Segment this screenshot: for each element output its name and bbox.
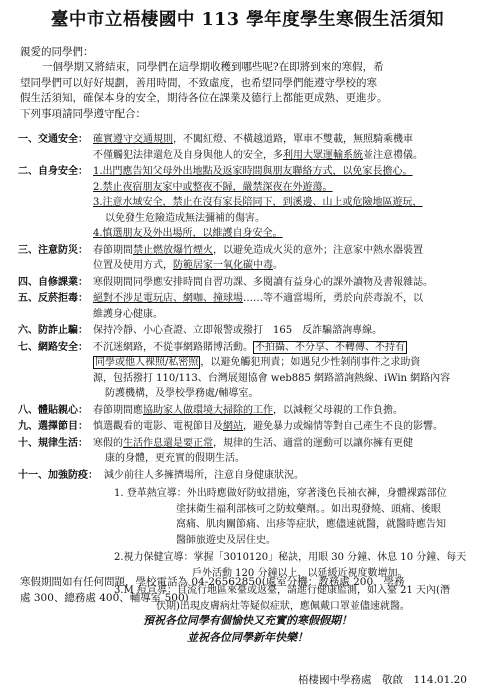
rule-program-choice [18, 419, 483, 435]
rule-emphasis: 確實遵守交通規則 [93, 134, 173, 145]
rule-text: ，以避免觸犯刑責；如遇兒少性剝削事件之求助資 [200, 357, 421, 368]
rule-emphasis: 協助家人做環境大掃除的工作 [143, 404, 273, 416]
rule-regular-life [18, 436, 483, 467]
rule-anti-drug [18, 291, 483, 322]
rule-label: 十、規律生活： [18, 437, 88, 449]
rule-text: 。 [273, 260, 283, 271]
rule-text: 並注意禮儀。 [363, 149, 423, 161]
rule-text: 位置及使用方式， [93, 260, 173, 271]
subitem-text: 2.視力保健宣導：掌握「3010120」秘訣，用眼 30 分鐘、休息 10 分鐘、每天 [114, 552, 467, 563]
rule-text: ，避免暴力或煽情等對自己產生不良的影響。 [243, 421, 443, 432]
intro-line: 望同學們可以好好規劃，善用時間，不致虛度，也希望同學們能遵守學校的寒 [20, 76, 377, 89]
subitem-text: 醫師旅遊史及居住史。 [176, 534, 276, 546]
rule-text: ，規律的生活、適當的運動可以讓你擁有更健 [213, 437, 413, 449]
rule-label: 一、交通安全： [18, 134, 88, 145]
dengue-item [114, 486, 483, 548]
rule-text: ，以減輕父母親的工作負擔。 [273, 404, 403, 416]
rule-text: 保持冷靜、小心查證、立即報警或撥打 165 反詐騙諮詢專線。 [93, 325, 383, 336]
rule-text: 春節期間應 [93, 404, 143, 416]
rule-text: 康的身體，更充實的假期生活。 [105, 453, 245, 464]
intro-line: 下列事項請同學遵守配合： [20, 107, 146, 120]
subitem-text: 1. 登革熱宣導：外出時應做好防蚊措施，穿著淺色長袖衣褲，身體裸露部位 [114, 488, 447, 499]
rule-text: 慎選觀看的電影、電視節目及 [93, 421, 223, 432]
rule-traffic-safety [18, 132, 483, 163]
rule-text: 源，包括撥打 110/113、台灣展翅協會 web885 網路諮詢熱線、iWin 網路內容 [93, 372, 451, 384]
rule-text: 防護機構，及學校學務處/輔導室。 [105, 388, 259, 399]
rule-boxed-text: 同學或他人裸照/私密照 [95, 357, 199, 368]
rule-subitem: 4.慎選朋友及外出場所，以維護自身安全。 [93, 228, 283, 239]
salutation: 親愛的同學們： [20, 46, 94, 58]
page-title: 臺中市立梧棲國中 113 學年度學生寒假生活須知 [50, 10, 445, 30]
rule-emphasis: 絕對不涉足電玩店、網咖、撞球場 [93, 293, 243, 304]
contact-line: 寒假期間如有任何問題，學校電話為 04-26562850(處室分機：教務處 200、學務 [20, 576, 405, 588]
rule-text: ，不闖紅燈、不橫越道路，單車不雙載，無照騎乘機車 [173, 134, 413, 145]
rule-self-study [18, 275, 483, 291]
rule-text: 寒假期間同學應安排時間自習功課、多閱讀有益身心的課外讀物及書報雜誌。 [93, 276, 433, 288]
rule-text: ……等不適當場所，勇於向菸毒說不，以 [243, 293, 423, 304]
rule-emphasis: 生活作息還是要正常 [123, 437, 213, 449]
rule-subitem: 1.出門應告知父母外出地點及返家時間與朋友聯絡方式，以免家長擔心。 [93, 166, 413, 177]
rule-subitem: 2.禁止夜宿朋友家中或整夜不歸，嚴禁深夜在外遊蕩。 [93, 181, 333, 193]
rule-emphasis: 防範居家一氧化碳中毒 [173, 260, 273, 271]
subitem-text: 塗抹衛生福利部核可之防蚊藥劑。。如出現發燒、頭痛、後眼 [176, 503, 441, 515]
subitem-text: 戶外活動 120 分鐘以上，以延緩近視度數增加。 [192, 567, 408, 579]
rule-internet-safety [18, 340, 483, 402]
rule-text: 減少前往人多擁擠場所，注意自身健康狀況。 [104, 469, 304, 481]
rule-anti-fraud [18, 323, 483, 339]
intro-line: 一個學期又將結束，同學們在這學期收穫到哪些呢?在即將到來的寒假，希 [42, 61, 384, 73]
contact-line: 處 300、總務處 400、輔導室 500) [20, 592, 189, 604]
rule-emphasis: 網站 [223, 421, 243, 432]
rule-label: 三、注意防災： [18, 244, 88, 256]
signature: 梧棲國中學務處 敬啟 114.01.20 [298, 674, 467, 686]
rule-text: 春節期間 [93, 244, 133, 256]
rule-label: 十一、加強防疫： [18, 469, 98, 481]
contact-info [20, 574, 485, 606]
rules-list [18, 132, 483, 615]
wish-line: 預祝各位同學有個愉快又充實的寒假假期！ [143, 614, 352, 627]
rule-personal-safety [18, 164, 483, 242]
wish-line: 並祝各位同學新年快樂！ [187, 631, 308, 644]
rule-label: 二、自身安全： [18, 166, 88, 177]
rule-text: 寒假的 [93, 437, 123, 449]
rule-emphasis: 禁止燃放爆竹煙火 [133, 244, 213, 256]
intro-line: 假生活須知，確保本身的安全，期待各位在課業及德行上都能更成熟、更進步。 [20, 92, 388, 104]
rule-text: 不沉迷網路，不從事網路賭博活動。 [93, 341, 253, 353]
rule-text: ，以避免造成火災的意外；注意家中熱水器裝置 [213, 244, 423, 256]
rule-text: 不僅觸犯法律還危及自身與他人的安全，多 [93, 149, 283, 161]
rule-label: 五、反菸拒毒： [18, 293, 88, 304]
rule-text: 維護身心健康。 [93, 308, 163, 320]
rule-label: 四、自修課業： [18, 276, 88, 288]
rule-emphasis: 利用大眾運輸系統 [283, 149, 363, 161]
subitem-text: 3.M 痘宣導：自流行地區來臺或返臺，請進行健康監測，如入臺 21 天內(潛 [114, 585, 450, 596]
subitem-text: 伏期)出現皮膚病灶等疑似症狀，應佩戴口罩並儘速就醫。 [156, 600, 410, 612]
rule-label: 八、體貼親心： [18, 404, 88, 416]
rule-label: 六、防詐止騙： [18, 325, 88, 336]
rule-subitem-cont: 以免發生危險造成無法彌補的傷害。 [105, 212, 265, 224]
rule-boxed-text: 不拍攝、不分享、不轉傳、不持有 [255, 341, 405, 353]
intro-paragraph [20, 60, 482, 122]
rule-disaster-prevention [18, 243, 483, 274]
rule-label: 七、網路安全： [18, 341, 88, 353]
rule-label: 九、選擇節目： [18, 421, 88, 432]
rule-family-care [18, 403, 483, 419]
rule-subitem: 3.注意水域安全，禁止在沒有家長陪同下，到溪邊、山上或危險地區遊玩， [93, 197, 423, 208]
subitem-text: 窩痛、肌肉關節痛、出疹等症狀，應儘速就醫，就醫時應告知 [176, 519, 446, 530]
